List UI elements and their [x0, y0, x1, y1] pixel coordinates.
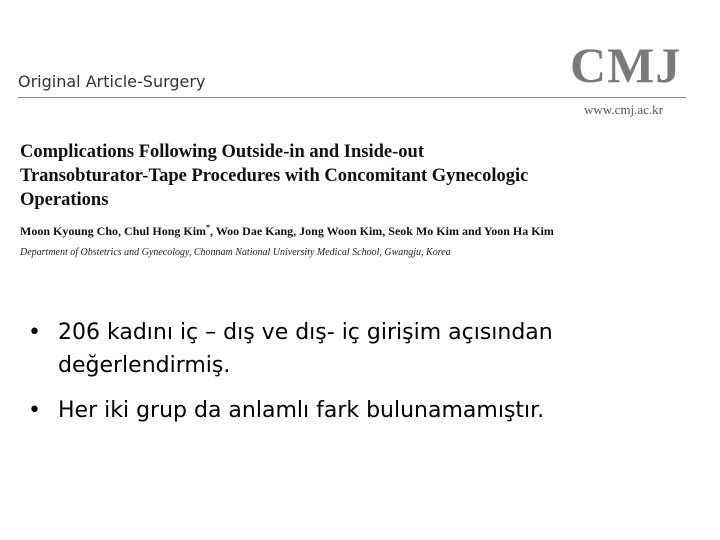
- article-title-line: Transobturator-Tape Procedures with Concomitant Gynecologic: [20, 166, 529, 186]
- article-title-line: Complications Following Outside-in and Inside-out: [20, 142, 424, 162]
- article-authors: [20, 223, 554, 239]
- bullet-item: [28, 394, 688, 427]
- header-divider: [18, 97, 686, 98]
- journal-logo: CMJ: [570, 37, 682, 93]
- article-title-line: Operations: [20, 190, 109, 210]
- bullet-text: Her iki grup da anlamlı fark bulunamamıştır.: [58, 398, 545, 423]
- article-title: [20, 140, 700, 212]
- article-affiliation: Department of Obstetrics and Gynecology, Chonnam National University Medical School, Gwangju, Korea: [20, 247, 451, 258]
- bullet-list: [28, 316, 688, 439]
- corresponding-author-mark: *: [206, 223, 211, 232]
- authors-rest: , Woo Dae Kang, Jong Woon Kim, Seok Mo Kim and Yoon Ha Kim: [210, 224, 554, 238]
- bullet-item: [28, 316, 688, 382]
- journal-url: www.cmj.ac.kr: [584, 102, 663, 117]
- bullet-text: 206 kadını iç – dış ve dış- iç girişim açısından değerlendirmiş.: [58, 320, 553, 378]
- bullet-marker: •: [28, 320, 41, 345]
- bullet-marker: •: [28, 398, 41, 423]
- section-label: Original Article-Surgery: [18, 72, 206, 91]
- authors-first: Moon Kyoung Cho, Chul Hong Kim: [20, 224, 207, 238]
